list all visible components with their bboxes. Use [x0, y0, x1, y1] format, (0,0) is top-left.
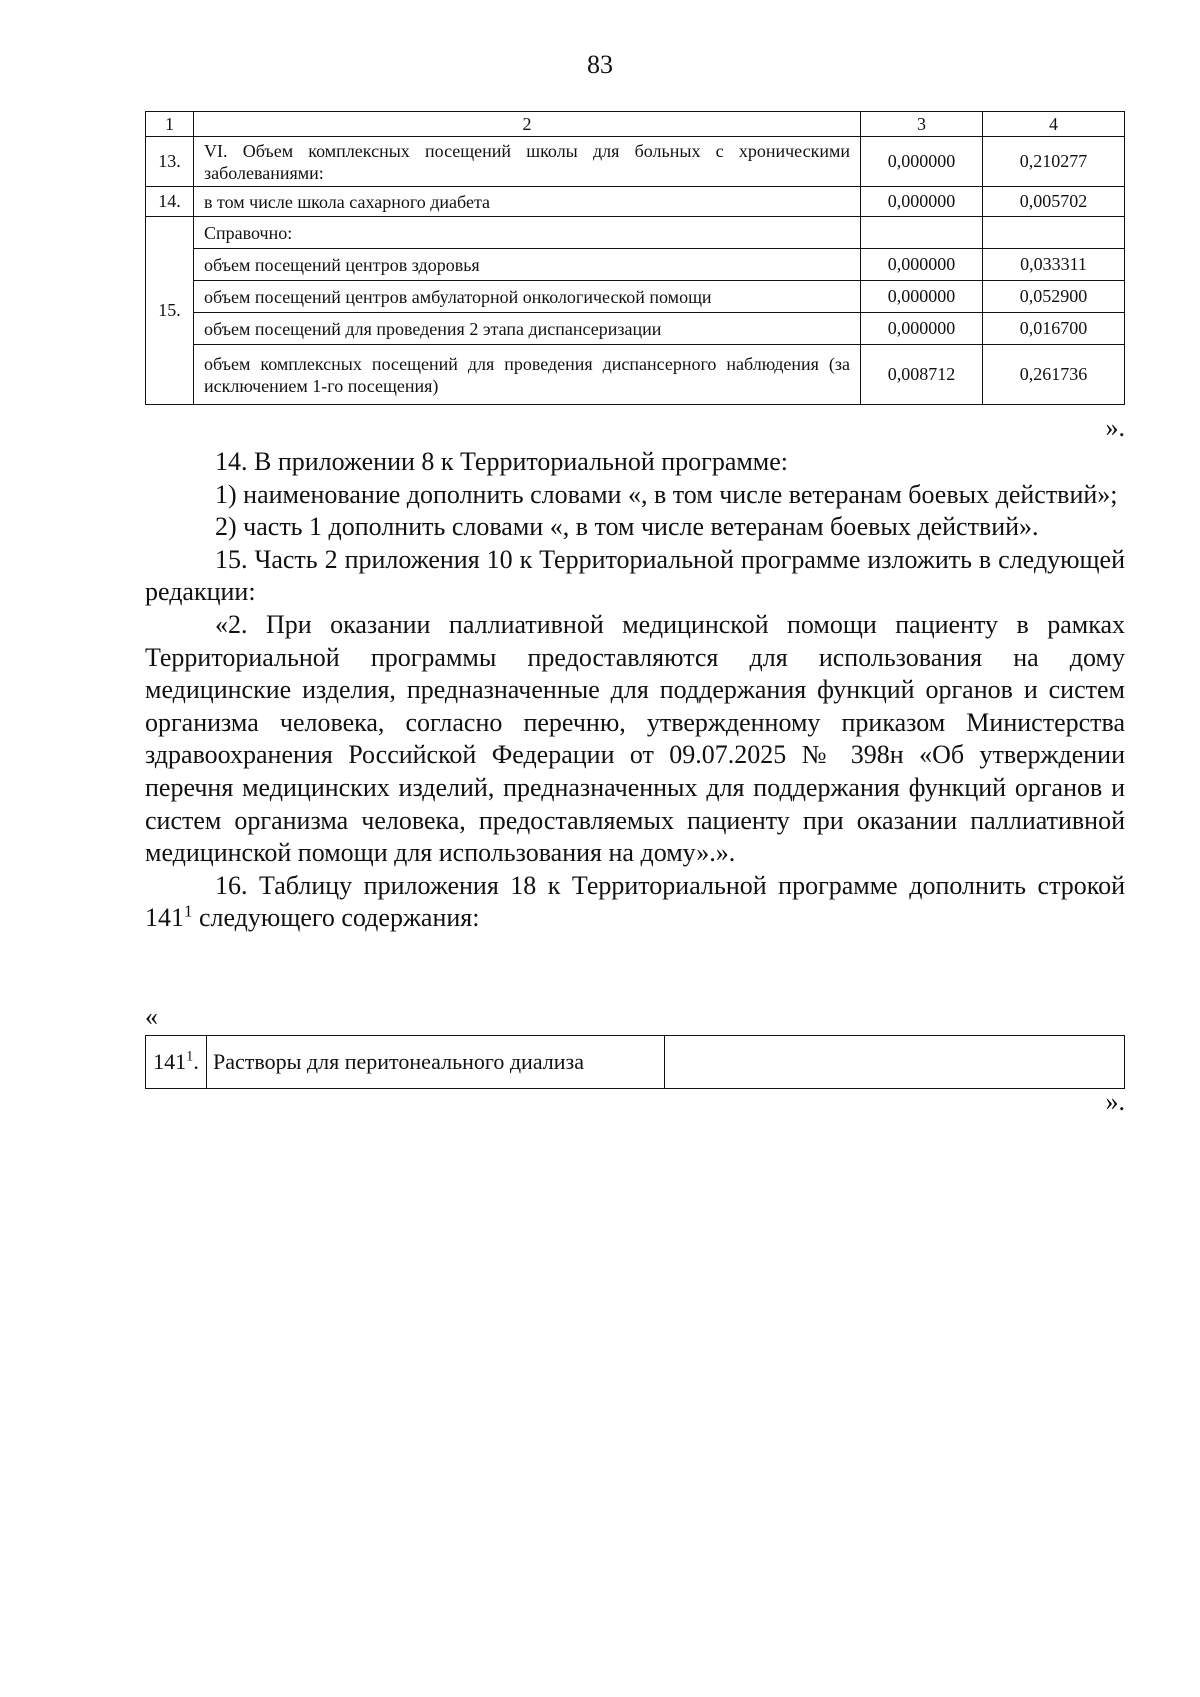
table-row: [146, 187, 1125, 217]
row-value-col3: 0,000000: [861, 313, 983, 345]
row-value-col3: 0,000000: [861, 187, 983, 217]
row-number: 13.: [146, 137, 194, 187]
table-row: [146, 137, 1125, 187]
paragraph-16: [145, 870, 1125, 935]
row-number-dot: .: [193, 1049, 199, 1074]
paragraph-16-end: следующего содержания:: [192, 903, 480, 933]
row-description: объем посещений центров здоровья: [194, 249, 861, 281]
header-cell: 2: [194, 112, 861, 137]
table-row: [146, 217, 1125, 249]
header-cell: 4: [983, 112, 1125, 137]
row-description: в том числе школа сахарного диабета: [194, 187, 861, 217]
row-value-col4: 0,033311: [983, 249, 1125, 281]
paragraph-15: 15. Часть 2 приложения 10 к Территориальной программе изложить в следующей редакции:: [145, 544, 1125, 607]
body-text: [145, 446, 1125, 935]
row-value-col3: 0,000000: [861, 281, 983, 313]
table-row: [146, 281, 1125, 313]
volume-table: [145, 111, 1125, 405]
paragraph-14-1: 1) наименование дополнить словами «, в том числе ветеранам боевых действий»;: [215, 479, 1118, 509]
paragraph-14: 14. В приложении 8 к Территориальной программе:: [215, 447, 789, 476]
medication-table: [145, 1035, 1125, 1089]
table-row: [146, 313, 1125, 345]
row-description: объем посещений для проведения 2 этапа диспансеризации: [194, 313, 861, 345]
row-value-col3: 0,008712: [861, 345, 983, 405]
row-value-col4: 0,052900: [983, 281, 1125, 313]
row-value-col3: 0,000000: [861, 137, 983, 187]
table-row: [146, 345, 1125, 405]
row-value-col4: 0,210277: [983, 137, 1125, 187]
row-value-col4: 0,005702: [983, 187, 1125, 217]
paragraph-16-superscript: 1: [184, 901, 193, 921]
table-header-row: [146, 112, 1125, 137]
row-value-col3: [861, 217, 983, 249]
header-cell: 1: [146, 112, 194, 137]
closing-quote: ».: [1105, 413, 1125, 442]
row-value-col4: 0,261736: [983, 345, 1125, 405]
row-value-col4: [983, 217, 1125, 249]
row-number: 14.: [146, 187, 194, 217]
table-row: [146, 1036, 1125, 1089]
row-number: 15.: [146, 217, 194, 405]
row-value-col3: 0,000000: [861, 249, 983, 281]
paragraph-14-2: 2) часть 1 дополнить словами «, в том числе ветеранам боевых действий».: [215, 512, 1039, 542]
row-number-main: 141: [153, 1049, 187, 1074]
paragraph-15-quote: «2. При оказании паллиативной медицинской помощи пациенту в рамках Территориальной программы предоставляются для использования на дому медицинские изделия, предназначенные для поддержания функций органов и систем организма человека, согласно перечню, утвержденному приказом Министерства здравоохранения Российской Федерации от 09.07.2025 № 398н «Об утверждении перечня медицинских изделий, предназначенных для поддержания функций органов и систем организма человека, предоставляемых пациенту при оказании паллиативной медицинской помощи для использования на дому».».: [145, 609, 1125, 868]
closing-quote: ».: [1105, 1087, 1125, 1116]
page-number: 83: [587, 50, 613, 79]
row-value: [665, 1036, 1125, 1089]
row-description: объем комплексных посещений для проведения диспансерного наблюдения (за исключением 1-го посещения): [194, 345, 861, 405]
row-description: Справочно:: [194, 217, 861, 249]
header-cell: 3: [861, 112, 983, 137]
row-number-superscript: 1: [186, 1048, 194, 1065]
paragraph-16-start: 16. Таблицу приложения 18 к Территориальной программе дополнить строкой 141: [145, 870, 1125, 933]
opening-quote: «: [145, 1002, 158, 1031]
row-description: объем посещений центров амбулаторной онкологической помощи: [194, 281, 861, 313]
row-value-col4: 0,016700: [983, 313, 1125, 345]
row-number: [146, 1036, 207, 1089]
row-description: VI. Объем комплексных посещений школы для больных с хроническими заболеваниями:: [194, 137, 861, 187]
row-name: Растворы для перитонеального диализа: [207, 1036, 665, 1089]
table-row: [146, 249, 1125, 281]
